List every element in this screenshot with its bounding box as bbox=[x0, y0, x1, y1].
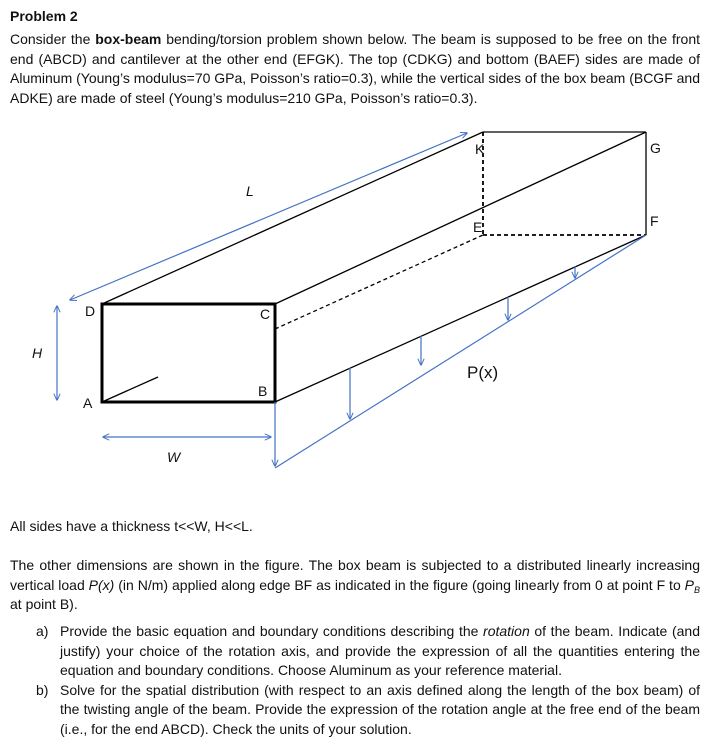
label-A: A bbox=[83, 395, 93, 411]
edge-B-F bbox=[275, 235, 646, 402]
thickness-note: All sides have a thickness t<<W, H<<L. bbox=[10, 518, 253, 534]
edge-C-G bbox=[275, 132, 646, 304]
label-W: W bbox=[167, 449, 181, 465]
other-part-3: at point B). bbox=[10, 596, 78, 612]
problem-intro bbox=[10, 30, 700, 108]
question-a-emphasis: rotation bbox=[483, 623, 530, 639]
pb-main: P bbox=[684, 576, 694, 593]
intro-part-2: bending/torsion problem shown below. The beam is supposed to be free on the front end (ABCD) and cantilever at the other end (EFGK). The top (CDKG) and bottom (BAEF) sides are made of Aluminum (Young’s modulus=70 GPa, Poisson’s ratio=0.3), while the vertical sides of the box beam (BCGF and ADKE) are made of steel (Young’s modulus=210 GPa, Poisson’s ratio=0.3). bbox=[10, 31, 700, 106]
load-symbol: P(x) bbox=[88, 576, 115, 593]
question-b bbox=[36, 681, 700, 740]
intro-bold-term: box-beam bbox=[95, 31, 162, 47]
label-D: D bbox=[85, 303, 96, 319]
problem-title: Problem 2 bbox=[10, 8, 78, 24]
label-load-P: P(x) bbox=[467, 363, 499, 382]
dimension-L-arrow bbox=[70, 133, 467, 300]
edge-A-E-visible bbox=[102, 377, 158, 402]
other-part-1: The other dimensions are shown in the figure. The box beam is subjected to a distributed linearly increasing vertical load bbox=[10, 557, 700, 593]
question-b-text: Solve for the spatial distribution (with respect to an axis defined along the length of the box beam) of the twisting angle of the beam. Provide the expression of the rotation angle at the free end of the beam (i.e., for the end ABCD). Check the units of your solution. bbox=[60, 681, 700, 737]
question-a-part-1: Provide the basic equation and boundary conditions describing the bbox=[60, 623, 484, 639]
pb-subscript: B bbox=[694, 584, 701, 595]
label-C: C bbox=[260, 306, 271, 322]
edge-A-E-hidden bbox=[275, 235, 483, 329]
question-a bbox=[36, 622, 700, 681]
box-beam-figure bbox=[0, 120, 710, 510]
edge-D-K bbox=[102, 132, 483, 304]
front-face bbox=[102, 304, 275, 402]
question-a-part-2: of the beam. Indicate (and justify) your choice of the rotation axis, and provide the expression of all the quantities entering the equation and boundary conditions. Choose Aluminum as your reference material. bbox=[60, 623, 700, 678]
label-G: G bbox=[650, 140, 661, 156]
label-L: L bbox=[246, 183, 254, 199]
question-b-letter: b) bbox=[36, 681, 49, 698]
pb-symbol bbox=[685, 577, 700, 593]
loading-description bbox=[10, 556, 700, 615]
other-part-2: (in N/m) applied along edge BF as indicated in the figure (going linearly from 0 at point F to bbox=[114, 576, 685, 593]
load-envelope bbox=[275, 235, 646, 468]
intro-part-1: Consider the bbox=[10, 31, 96, 47]
label-H: H bbox=[32, 345, 43, 361]
label-B: B bbox=[258, 383, 268, 399]
label-K: K bbox=[475, 141, 485, 157]
label-F: F bbox=[650, 213, 659, 229]
label-E: E bbox=[473, 219, 483, 235]
question-a-letter: a) bbox=[36, 623, 49, 639]
question-list bbox=[36, 622, 700, 739]
